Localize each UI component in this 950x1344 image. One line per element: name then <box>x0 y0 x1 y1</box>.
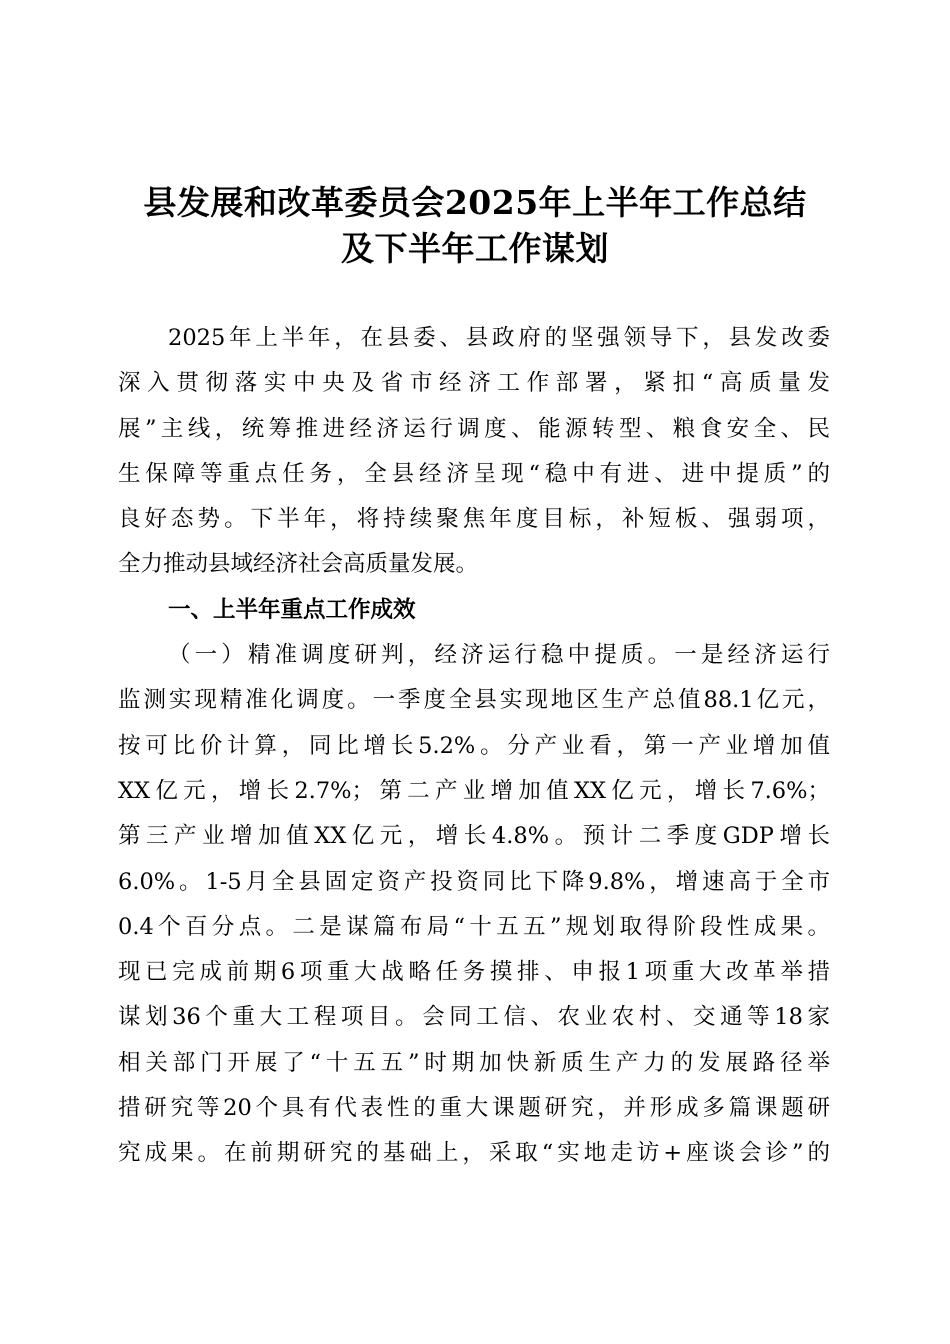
section-line-9: 谋划36个重大工程项目。会同工信、农业农村、交通等18家 <box>118 1004 830 1031</box>
section-line-1: （一）精准调度研判，经济运行稳中提质。一是经济运行 <box>168 642 830 669</box>
intro-line-6: 全力推动县域经济社会高质量发展。 <box>118 551 479 578</box>
intro-line-2: 深入贯彻落实中央及省市经济工作部署，紧扣“高质量发 <box>118 370 830 397</box>
section-line-7: 0.4个百分点。二是谋篇布局“十五五”规划取得阶段性成果。 <box>118 913 830 940</box>
section-heading: 一、上半年重点工作成效 <box>168 596 416 623</box>
section-line-11: 措研究等20个具有代表性的重大课题研究，并形成多篇课题研 <box>118 1095 830 1122</box>
section-line-3: 按可比价计算，同比增长5.2%。分产业看，第一产业增加值 <box>118 732 830 759</box>
section-line-2: 监测实现精准化调度。一季度全县实现地区生产总值88.1亿元， <box>118 687 830 714</box>
section-line-10: 相关部门开展了“十五五”时期加快新质生产力的发展路径举 <box>118 1049 830 1076</box>
intro-line-4: 生保障等重点任务，全县经济呈现“稳中有进、进中提质”的 <box>118 460 830 487</box>
intro-line-5: 良好态势。下半年，将持续聚焦年度目标，补短板、强弱项， <box>118 506 830 533</box>
title-line-2: 及下半年工作谋划 <box>341 229 609 268</box>
section-line-12: 究成果。在前期研究的基础上，采取“实地走访+座谈会诊”的 <box>118 1140 830 1167</box>
section-line-4: XX亿元，增长2.7%；第二产业增加值XX亿元，增长7.6%； <box>118 777 830 804</box>
document-title <box>60 180 890 272</box>
section-line-5: 第三产业增加值XX亿元，增长4.8%。预计二季度GDP增长 <box>118 823 830 850</box>
section-line-8: 现已完成前期6项重大战略任务摸排、申报1项重大改革举措 <box>118 959 830 986</box>
section-line-6: 6.0%。1-5月全县固定资产投资同比下降9.8%，增速高于全市 <box>118 868 830 895</box>
document-body <box>118 316 830 1177</box>
intro-line-3: 展”主线，统筹推进经济运行调度、能源转型、粮食安全、民 <box>118 415 830 442</box>
title-line-1: 县发展和改革委员会2025年上半年工作总结 <box>143 183 807 222</box>
intro-line-1: 2025年上半年，在县委、县政府的坚强领导下，县发改委 <box>168 325 830 351</box>
